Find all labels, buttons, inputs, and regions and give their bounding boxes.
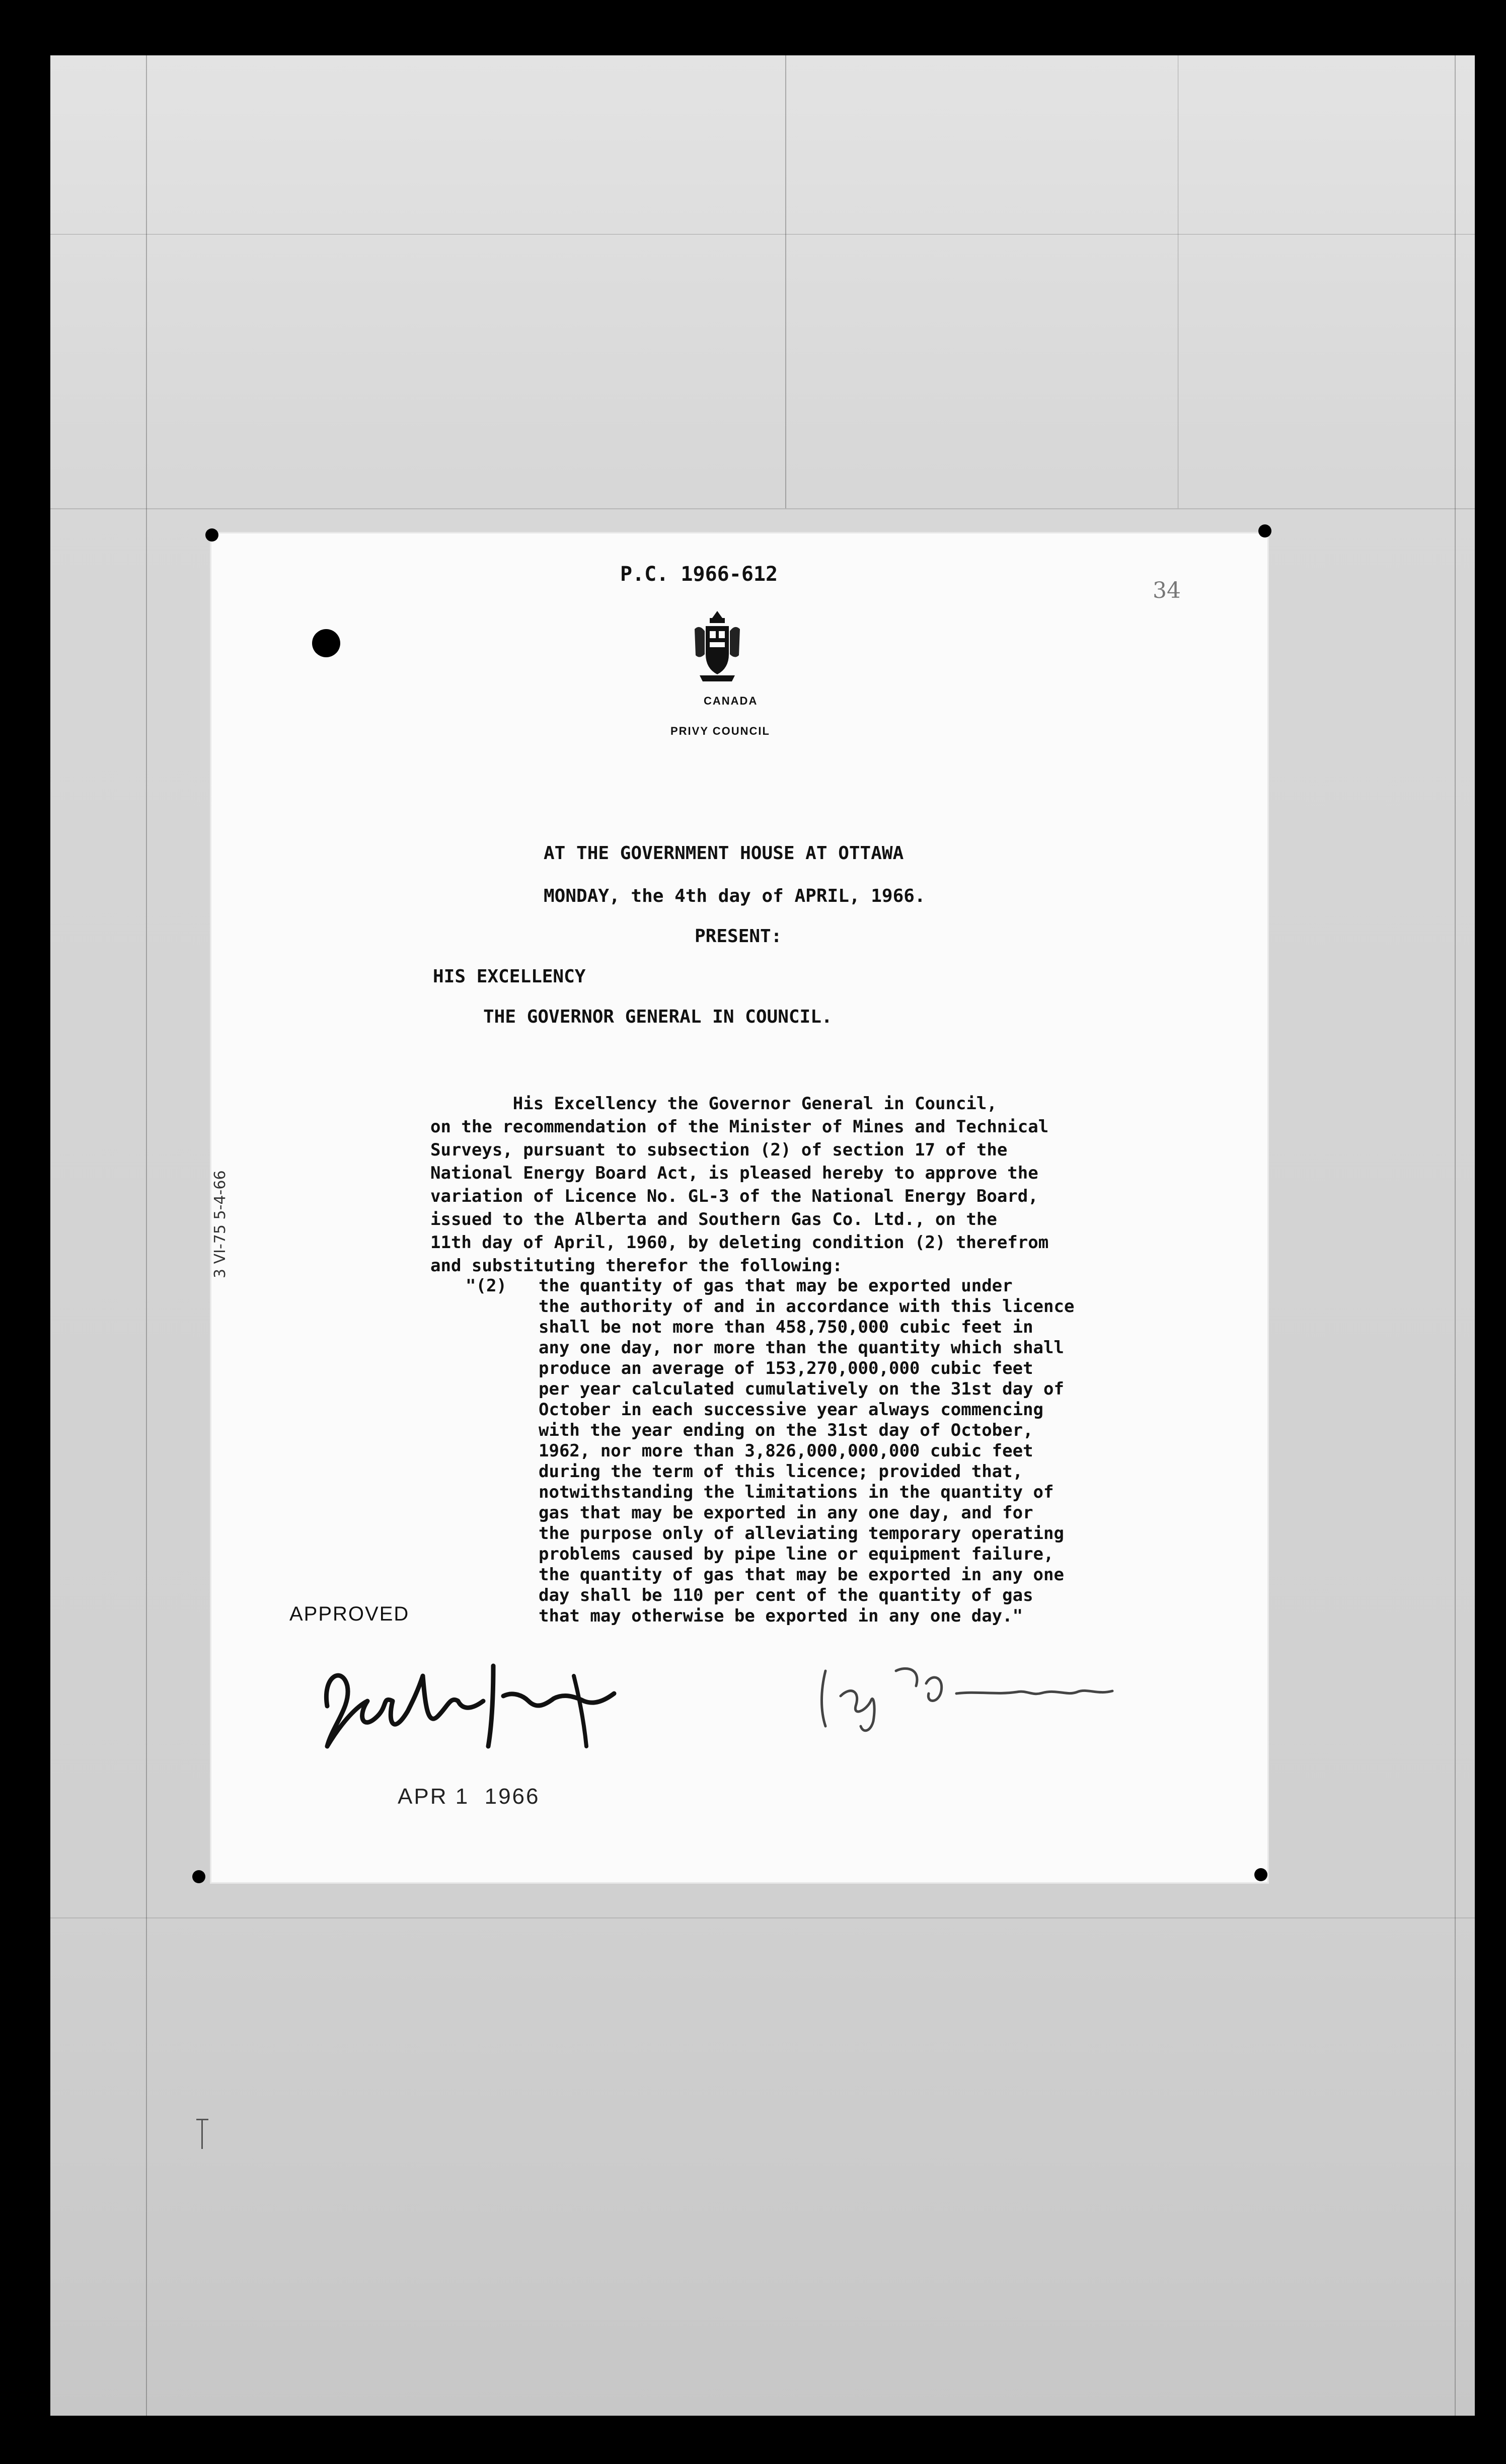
condition-line: day shall be 110 per cent of the quantity of gas <box>539 1585 1033 1605</box>
body-line: His Excellency the Governor General in Council, <box>430 1094 997 1114</box>
body-line: 11th day of April, 1960, by deleting condition (2) therefrom <box>430 1233 1049 1253</box>
condition-line: 1962, nor more than 3,826,000,000,000 cubic feet <box>539 1441 1033 1461</box>
condition-line: the quantity of gas that may be exported under <box>539 1276 1013 1296</box>
condition-number: "(2) <box>466 1276 507 1296</box>
meeting-date: MONDAY, the 4th day of APRIL, 1966. <box>544 886 926 906</box>
governor-general-signature <box>312 1646 624 1761</box>
condition-line: during the term of this licence; provided that, <box>539 1461 1023 1482</box>
margin-annotation <box>211 1067 242 1278</box>
governor-general-in-council: THE GOVERNOR GENERAL IN COUNCIL. <box>483 1007 833 1027</box>
order-body <box>430 1092 1048 1277</box>
page-corner-mark <box>1254 1868 1267 1881</box>
council-name: PRIVY COUNCIL <box>670 725 770 737</box>
pc-number: P.C. 1966-612 <box>620 563 778 586</box>
body-line: on the recommendation of the Minister of Mines and Technical <box>430 1117 1049 1137</box>
approved-label: APPROVED <box>289 1603 410 1625</box>
condition-line: produce an average of 153,270,000,000 cubic feet <box>539 1358 1033 1378</box>
punch-hole <box>312 629 340 657</box>
page-corner-mark <box>1258 524 1271 537</box>
prime-minister-signature <box>805 1656 1127 1741</box>
body-line: issued to the Alberta and Southern Gas Co. Ltd., on the <box>430 1209 997 1229</box>
page-number: 34 <box>1153 578 1181 603</box>
body-line: and substituting therefor the following: <box>430 1256 843 1276</box>
condition-line: the quantity of gas that may be exported in any one <box>539 1565 1064 1585</box>
condition-line: shall be not more than 458,750,000 cubic feet in <box>539 1317 1033 1337</box>
meeting-place: AT THE GOVERNMENT HOUSE AT OTTAWA <box>544 843 904 864</box>
condition-line: that may otherwise be exported in any one day." <box>539 1606 1023 1626</box>
body-line: National Energy Board Act, is pleased hereby to approve the <box>430 1163 1038 1183</box>
condition-text <box>539 1276 1074 1627</box>
condition-line: any one day, nor more than the quantity which shall <box>539 1338 1064 1358</box>
page-corner-mark <box>192 1870 205 1883</box>
page-corner-mark <box>205 528 218 542</box>
condition-line: October in each successive year always commencing <box>539 1400 1044 1420</box>
condition-line: the authority of and in accordance with this licence <box>539 1296 1075 1317</box>
margin-note-text: 3 VI-75 5-4-66 <box>211 1170 229 1278</box>
his-excellency: HIS EXCELLENCY <box>433 966 586 987</box>
condition-line: the purpose only of alleviating temporary operating <box>539 1523 1064 1544</box>
present-heading: PRESENT: <box>695 926 782 947</box>
condition-line: with the year ending on the 31st day of October, <box>539 1420 1033 1440</box>
condition-line: notwithstanding the limitations in the quantity of <box>539 1482 1054 1502</box>
coat-of-arms-icon <box>690 609 745 684</box>
condition-line: per year calculated cumulatively on the 31st day of <box>539 1379 1064 1399</box>
condition-line: problems caused by pipe line or equipment failure, <box>539 1544 1054 1564</box>
body-line: Surveys, pursuant to subsection (2) of section 17 of the <box>430 1140 1008 1160</box>
approval-stamp-date: APR 1 1966 <box>398 1784 540 1809</box>
body-line: variation of Licence No. GL-3 of the National Energy Board, <box>430 1186 1038 1206</box>
crest-caption: CANADA <box>704 695 758 707</box>
condition-line: gas that may be exported in any one day, and for <box>539 1503 1033 1523</box>
